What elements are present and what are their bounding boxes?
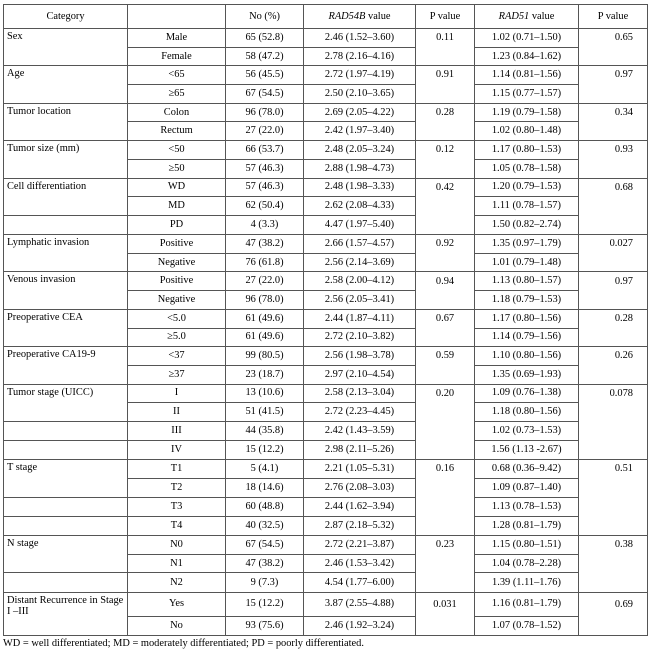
document [3, 4, 647, 650]
subgroup-cell: Rectum [128, 122, 226, 141]
rad51-value-cell: 1.07 (0.78–1.52) [475, 617, 579, 636]
rad54b-value-cell: 2.56 (2.05–3.41) [304, 291, 416, 310]
rad51-value-cell: 1.15 (0.77–1.57) [475, 85, 579, 104]
rad54b-value-cell: 2.21 (1.05–5.31) [304, 460, 416, 479]
count-cell: 58 (47.2) [226, 47, 304, 66]
subgroup-cell: No [128, 617, 226, 636]
rad54b-pvalue-cell: 0.20 [416, 384, 475, 403]
rad54b-pvalue-cell [416, 554, 475, 573]
category-cell [4, 85, 128, 104]
subgroup-cell: Yes [128, 592, 226, 617]
category-cell: Venous invasion [4, 272, 128, 291]
category-cell: Sex [4, 29, 128, 48]
count-cell: 47 (38.2) [226, 235, 304, 254]
rad54b-value-cell: 2.66 (1.57–4.57) [304, 235, 416, 254]
rad54b-pvalue-cell [416, 403, 475, 422]
rad54b-pvalue-cell [416, 516, 475, 535]
category-cell [4, 421, 128, 440]
rad51-value-cell: 1.05 (0.78–1.58) [475, 159, 579, 178]
subgroup-cell: ≥65 [128, 85, 226, 104]
subgroup-cell: III [128, 421, 226, 440]
rad51-pvalue-cell [579, 421, 648, 440]
rad54b-value-cell: 2.88 (1.98–4.73) [304, 159, 416, 178]
subgroup-cell: T1 [128, 460, 226, 479]
subgroup-cell: <65 [128, 66, 226, 85]
rad51-value-cell: 1.15 (0.80–1.51) [475, 536, 579, 555]
subgroup-cell: I [128, 384, 226, 403]
rad51-pvalue-cell [579, 479, 648, 498]
subgroup-cell: ≥50 [128, 159, 226, 178]
rad51-value-cell: 1.09 (0.76–1.38) [475, 384, 579, 403]
subgroup-cell: T3 [128, 497, 226, 516]
count-cell: 93 (75.6) [226, 617, 304, 636]
subgroup-cell: ≥5.0 [128, 328, 226, 347]
table-row [4, 309, 648, 328]
rad54b-value-cell: 2.72 (1.97–4.19) [304, 66, 416, 85]
rad54b-pvalue-cell [416, 122, 475, 141]
table-row [4, 460, 648, 479]
rad54b-value-cell: 2.44 (1.87–4.11) [304, 309, 416, 328]
rad51-pvalue-cell: 0.97 [579, 272, 648, 291]
count-cell: 13 (10.6) [226, 384, 304, 403]
count-cell: 99 (80.5) [226, 347, 304, 366]
rad54b-pvalue-cell: 0.91 [416, 66, 475, 85]
count-cell: 61 (49.6) [226, 309, 304, 328]
count-cell: 15 (12.2) [226, 441, 304, 460]
rad51-value-cell: 1.35 (0.69–1.93) [475, 365, 579, 384]
rad54b-value-cell: 2.42 (1.43–3.59) [304, 421, 416, 440]
rad51-value-cell: 1.09 (0.87–1.40) [475, 479, 579, 498]
subgroup-cell: PD [128, 215, 226, 234]
header-rad54b-gene: RAD54B [328, 10, 366, 22]
rad54b-value-cell: 2.72 (2.10–3.82) [304, 328, 416, 347]
rad54b-value-cell: 2.76 (2.08–3.03) [304, 479, 416, 498]
table-row [4, 159, 648, 178]
rad51-pvalue-cell [579, 441, 648, 460]
table-row [4, 573, 648, 592]
category-cell [4, 291, 128, 310]
rad54b-value-cell: 2.97 (2.10–4.54) [304, 365, 416, 384]
rad54b-value-cell: 4.47 (1.97–5.40) [304, 215, 416, 234]
rad54b-pvalue-cell: 0.28 [416, 103, 475, 122]
category-cell [4, 215, 128, 234]
rad51-pvalue-cell [579, 328, 648, 347]
rad54b-value-cell: 2.78 (2.16–4.16) [304, 47, 416, 66]
rad51-value-cell: 1.10 (0.80–1.56) [475, 347, 579, 366]
table-row [4, 29, 648, 48]
rad51-value-cell: 1.11 (0.78–1.57) [475, 197, 579, 216]
rad51-pvalue-cell [579, 291, 648, 310]
table-row [4, 497, 648, 516]
rad51-value-cell: 1.13 (0.78–1.53) [475, 497, 579, 516]
rad51-value-cell: 1.17 (0.80–1.53) [475, 141, 579, 160]
rad51-pvalue-cell: 0.65 [579, 29, 648, 48]
rad54b-value-cell: 2.72 (2.23–4.45) [304, 403, 416, 422]
subgroup-cell: MD [128, 197, 226, 216]
category-cell: Tumor size (mm) [4, 141, 128, 160]
rad51-pvalue-cell: 0.34 [579, 103, 648, 122]
subgroup-cell: ≥37 [128, 365, 226, 384]
category-cell [4, 403, 128, 422]
count-cell: 4 (3.3) [226, 215, 304, 234]
rad54b-pvalue-cell [416, 441, 475, 460]
rad54b-pvalue-cell [416, 85, 475, 104]
subgroup-cell: Negative [128, 253, 226, 272]
category-cell [4, 441, 128, 460]
table-row [4, 592, 648, 617]
table-row [4, 421, 648, 440]
header-rad51 [475, 5, 579, 29]
rad54b-pvalue-cell [416, 497, 475, 516]
rad51-value-cell: 1.17 (0.80–1.56) [475, 309, 579, 328]
rad51-pvalue-cell [579, 497, 648, 516]
rad51-value-cell: 1.04 (0.78–2.28) [475, 554, 579, 573]
category-cell: Lymphatic invasion [4, 235, 128, 254]
table-row [4, 441, 648, 460]
rad54b-value-cell: 4.54 (1.77–6.00) [304, 573, 416, 592]
rad54b-value-cell: 2.48 (2.05–3.24) [304, 141, 416, 160]
count-cell: 60 (48.8) [226, 497, 304, 516]
count-cell: 18 (14.6) [226, 479, 304, 498]
table-row [4, 253, 648, 272]
count-cell: 9 (7.3) [226, 573, 304, 592]
rad54b-pvalue-cell [416, 573, 475, 592]
category-cell: T stage [4, 460, 128, 479]
rad51-pvalue-cell [579, 85, 648, 104]
subgroup-cell: Female [128, 47, 226, 66]
category-cell [4, 122, 128, 141]
count-cell: 40 (32.5) [226, 516, 304, 535]
count-cell: 27 (22.0) [226, 272, 304, 291]
rad51-value-cell: 1.02 (0.73–1.53) [475, 421, 579, 440]
table-row [4, 291, 648, 310]
rad51-pvalue-cell [579, 403, 648, 422]
rad51-pvalue-cell [579, 159, 648, 178]
table-row [4, 103, 648, 122]
subgroup-cell: N2 [128, 573, 226, 592]
rad51-pvalue-cell [579, 617, 648, 636]
category-cell: N stage [4, 536, 128, 555]
footnote: WD = well differentiated; MD = moderately differentiated; PD = poorly differentiated. [3, 637, 364, 649]
header-rad54b-suffix: value [365, 10, 391, 22]
count-cell: 51 (41.5) [226, 403, 304, 422]
rad51-pvalue-cell: 0.28 [579, 309, 648, 328]
category-cell [4, 159, 128, 178]
table-row [4, 141, 648, 160]
header-rad51-suffix: value [529, 10, 555, 22]
rad54b-pvalue-cell: 0.12 [416, 141, 475, 160]
rad54b-value-cell: 2.46 (1.52–3.60) [304, 29, 416, 48]
count-cell: 5 (4.1) [226, 460, 304, 479]
category-cell [4, 516, 128, 535]
category-cell [4, 197, 128, 216]
category-cell: Cell differentiation [4, 178, 128, 197]
rad51-pvalue-cell: 0.51 [579, 460, 648, 479]
header-pvalue-2: P value [579, 5, 648, 29]
rad54b-pvalue-cell [416, 253, 475, 272]
rad51-value-cell: 1.50 (0.82–2.74) [475, 215, 579, 234]
subgroup-cell: T2 [128, 479, 226, 498]
category-cell [4, 365, 128, 384]
category-cell [4, 328, 128, 347]
category-cell [4, 479, 128, 498]
category-cell [4, 617, 128, 636]
rad54b-pvalue-cell [416, 617, 475, 636]
count-cell: 96 (78.0) [226, 291, 304, 310]
clinicopathological-table [3, 4, 648, 636]
category-cell [4, 554, 128, 573]
rad54b-pvalue-cell [416, 421, 475, 440]
rad54b-value-cell: 2.58 (2.00–4.12) [304, 272, 416, 291]
category-cell: Age [4, 66, 128, 85]
rad51-pvalue-cell: 0.68 [579, 178, 648, 197]
category-cell [4, 253, 128, 272]
rad51-pvalue-cell [579, 554, 648, 573]
rad54b-pvalue-cell: 0.42 [416, 178, 475, 197]
subgroup-cell: <50 [128, 141, 226, 160]
rad51-pvalue-cell: 0.38 [579, 536, 648, 555]
table-row [4, 365, 648, 384]
rad51-value-cell: 1.23 (0.84–1.62) [475, 47, 579, 66]
header-category: Category [4, 5, 128, 29]
rad51-pvalue-cell [579, 253, 648, 272]
count-cell: 15 (12.2) [226, 592, 304, 617]
count-cell: 23 (18.7) [226, 365, 304, 384]
subgroup-cell: Positive [128, 272, 226, 291]
rad54b-pvalue-cell: 0.92 [416, 235, 475, 254]
subgroup-cell: <5.0 [128, 309, 226, 328]
rad54b-value-cell: 2.42 (1.97–3.40) [304, 122, 416, 141]
rad51-pvalue-cell [579, 215, 648, 234]
rad54b-pvalue-cell: 0.67 [416, 309, 475, 328]
table-row [4, 479, 648, 498]
count-cell: 67 (54.5) [226, 85, 304, 104]
rad54b-value-cell: 2.58 (2.13–3.04) [304, 384, 416, 403]
table-row [4, 384, 648, 403]
rad54b-pvalue-cell [416, 197, 475, 216]
rad51-pvalue-cell [579, 197, 648, 216]
category-cell [4, 497, 128, 516]
rad54b-value-cell: 2.56 (2.14–3.69) [304, 253, 416, 272]
subgroup-cell: Male [128, 29, 226, 48]
subgroup-cell: T4 [128, 516, 226, 535]
table-row [4, 197, 648, 216]
rad51-value-cell: 0.68 (0.36–9.42) [475, 460, 579, 479]
count-cell: 76 (61.8) [226, 253, 304, 272]
header-pvalue-1: P value [416, 5, 475, 29]
rad54b-pvalue-cell: 0.23 [416, 536, 475, 555]
rad51-pvalue-cell: 0.26 [579, 347, 648, 366]
rad51-value-cell: 1.19 (0.79–1.58) [475, 103, 579, 122]
rad51-value-cell: 1.13 (0.80–1.57) [475, 272, 579, 291]
rad51-value-cell: 1.02 (0.71–1.50) [475, 29, 579, 48]
rad51-value-cell: 1.18 (0.80–1.56) [475, 403, 579, 422]
count-cell: 62 (50.4) [226, 197, 304, 216]
rad51-value-cell: 1.16 (0.81–1.79) [475, 592, 579, 617]
rad51-pvalue-cell [579, 365, 648, 384]
subgroup-cell: II [128, 403, 226, 422]
category-cell: Tumor stage (UICC) [4, 384, 128, 403]
table-row [4, 85, 648, 104]
subgroup-cell: Negative [128, 291, 226, 310]
subgroup-cell: Colon [128, 103, 226, 122]
table-row [4, 403, 648, 422]
rad54b-pvalue-cell [416, 47, 475, 66]
header-subgroup [128, 5, 226, 29]
table-row [4, 272, 648, 291]
count-cell: 57 (46.3) [226, 159, 304, 178]
rad51-value-cell: 1.39 (1.11–1.76) [475, 573, 579, 592]
rad51-pvalue-cell [579, 122, 648, 141]
subgroup-cell: WD [128, 178, 226, 197]
count-cell: 27 (22.0) [226, 122, 304, 141]
rad51-pvalue-cell [579, 47, 648, 66]
table-row [4, 516, 648, 535]
table-row [4, 347, 648, 366]
header-rad54b [304, 5, 416, 29]
count-cell: 57 (46.3) [226, 178, 304, 197]
rad51-value-cell: 1.20 (0.79–1.53) [475, 178, 579, 197]
category-cell [4, 47, 128, 66]
header-row [4, 5, 648, 29]
rad54b-pvalue-cell: 0.16 [416, 460, 475, 479]
rad51-value-cell: 1.14 (0.79–1.56) [475, 328, 579, 347]
rad54b-value-cell: 2.48 (1.98–3.33) [304, 178, 416, 197]
category-cell: Tumor location [4, 103, 128, 122]
count-cell: 66 (53.7) [226, 141, 304, 160]
rad54b-pvalue-cell [416, 328, 475, 347]
rad54b-value-cell: 2.69 (2.05–4.22) [304, 103, 416, 122]
rad51-value-cell: 1.56 (1.13 -2.67) [475, 441, 579, 460]
table-row [4, 122, 648, 141]
rad51-pvalue-cell: 0.69 [579, 592, 648, 617]
rad54b-pvalue-cell: 0.59 [416, 347, 475, 366]
rad54b-value-cell: 2.50 (2.10–3.65) [304, 85, 416, 104]
rad54b-pvalue-cell [416, 159, 475, 178]
category-cell: Preoperative CEA [4, 309, 128, 328]
subgroup-cell: N1 [128, 554, 226, 573]
subgroup-cell: <37 [128, 347, 226, 366]
rad54b-pvalue-cell: 0.94 [416, 272, 475, 291]
rad51-value-cell: 1.01 (0.79–1.48) [475, 253, 579, 272]
rad51-pvalue-cell: 0.93 [579, 141, 648, 160]
category-cell [4, 573, 128, 592]
count-cell: 61 (49.6) [226, 328, 304, 347]
rad54b-value-cell: 3.87 (2.55–4.88) [304, 592, 416, 617]
rad51-pvalue-cell [579, 516, 648, 535]
subgroup-cell: N0 [128, 536, 226, 555]
subgroup-cell: IV [128, 441, 226, 460]
rad51-pvalue-cell: 0.97 [579, 66, 648, 85]
table-row [4, 178, 648, 197]
count-cell: 65 (52.8) [226, 29, 304, 48]
rad54b-value-cell: 2.72 (2.21–3.87) [304, 536, 416, 555]
rad54b-value-cell: 2.62 (2.08–4.33) [304, 197, 416, 216]
table-row [4, 328, 648, 347]
rad54b-value-cell: 2.44 (1.62–3.94) [304, 497, 416, 516]
table-row [4, 66, 648, 85]
table-row [4, 47, 648, 66]
rad51-value-cell: 1.14 (0.81–1.56) [475, 66, 579, 85]
rad51-value-cell: 1.35 (0.97–1.79) [475, 235, 579, 254]
rad54b-value-cell: 2.56 (1.98–3.78) [304, 347, 416, 366]
rad54b-pvalue-cell [416, 479, 475, 498]
table-row [4, 536, 648, 555]
count-cell: 56 (45.5) [226, 66, 304, 85]
table-body [4, 29, 648, 636]
rad54b-value-cell: 2.46 (1.53–3.42) [304, 554, 416, 573]
rad54b-pvalue-cell [416, 215, 475, 234]
count-cell: 96 (78.0) [226, 103, 304, 122]
header-no-pct: No (%) [226, 5, 304, 29]
table-row [4, 215, 648, 234]
table-row [4, 554, 648, 573]
rad51-pvalue-cell: 0.078 [579, 384, 648, 403]
table-row [4, 235, 648, 254]
rad54b-pvalue-cell [416, 365, 475, 384]
count-cell: 67 (54.5) [226, 536, 304, 555]
table-row [4, 617, 648, 636]
count-cell: 44 (35.8) [226, 421, 304, 440]
category-cell: Preoperative CA19-9 [4, 347, 128, 366]
rad54b-value-cell: 2.87 (2.18–5.32) [304, 516, 416, 535]
count-cell: 47 (38.2) [226, 554, 304, 573]
rad51-value-cell: 1.02 (0.80–1.48) [475, 122, 579, 141]
subgroup-cell: Positive [128, 235, 226, 254]
rad54b-pvalue-cell: 0.031 [416, 592, 475, 617]
rad54b-pvalue-cell: 0.11 [416, 29, 475, 48]
header-rad51-gene: RAD51 [498, 10, 530, 22]
rad54b-value-cell: 2.98 (2.11–5.26) [304, 441, 416, 460]
rad51-value-cell: 1.28 (0.81–1.79) [475, 516, 579, 535]
rad51-pvalue-cell [579, 573, 648, 592]
rad54b-pvalue-cell [416, 291, 475, 310]
rad51-pvalue-cell: 0.027 [579, 235, 648, 254]
rad54b-value-cell: 2.46 (1.92–3.24) [304, 617, 416, 636]
category-cell: Distant Recurrence in Stage I –III [4, 592, 128, 617]
rad51-value-cell: 1.18 (0.79–1.53) [475, 291, 579, 310]
